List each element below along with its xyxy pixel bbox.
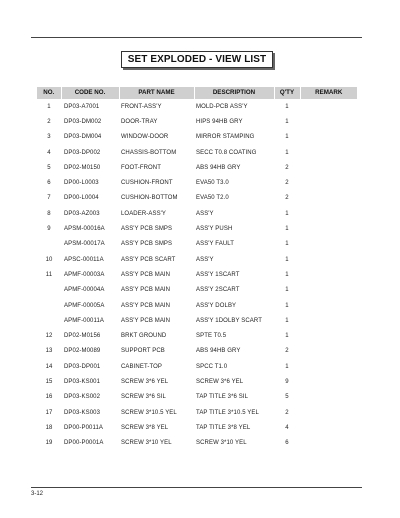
cell-qty: 1 [285, 149, 289, 156]
cell-code-no: DP00-P0011A [64, 424, 104, 431]
cell-qty: 1 [285, 363, 289, 370]
cell-remark [300, 175, 357, 190]
cell-remark [300, 191, 357, 206]
cell-description: SCREW 3*6 YEL [196, 378, 244, 385]
table-row [37, 298, 357, 313]
cell-qty: 6 [285, 440, 289, 447]
table-row [37, 237, 357, 252]
cell-qty: 1 [285, 271, 289, 278]
cell-no: 17 [45, 409, 53, 416]
cell-remark [300, 390, 357, 405]
cell-code-no: DP03-AZ003 [64, 210, 100, 217]
cell-description: SPCC T1.0 [196, 363, 228, 370]
cell-remark [300, 420, 357, 435]
cell-qty: 5 [285, 394, 289, 401]
cell-no: 13 [45, 348, 53, 355]
cell-description: SPTE T0.5 [196, 333, 227, 340]
parts-table [37, 87, 357, 451]
col-header-part-name: PART NAME [119, 87, 194, 99]
cell-no: 8 [47, 210, 51, 217]
cell-part-name: ASS'Y PCB SMPS [121, 226, 173, 233]
cell-code-no: DP03-DP002 [64, 149, 101, 156]
cell-no [37, 237, 61, 252]
cell-part-name: SCREW 3*10.5 YEL [121, 409, 177, 416]
page-title: SET EXPLODED - VIEW LIST [121, 51, 273, 68]
cell-part-name: LOADER-ASS'Y [121, 210, 167, 217]
cell-qty: 1 [285, 118, 289, 125]
table-row [37, 267, 357, 282]
cell-description: ASS'Y 1DOLBY SCART [196, 317, 262, 324]
cell-qty: 1 [285, 134, 289, 141]
cell-remark [300, 344, 357, 359]
cell-part-name: SCREW 3*10 YEL [121, 440, 172, 447]
cell-remark [300, 298, 357, 313]
cell-remark [300, 283, 357, 298]
cell-description: MIRROR STAMPING [196, 134, 255, 141]
table-row [37, 175, 357, 190]
col-header-description: DESCRIPTION [194, 87, 274, 99]
cell-part-name: SCREW 3*6 YEL [121, 378, 169, 385]
cell-remark [300, 313, 357, 328]
cell-no: 9 [47, 226, 51, 233]
cell-remark [300, 374, 357, 389]
cell-qty: 2 [285, 180, 289, 187]
cell-part-name: CUSHION-BOTTOM [121, 195, 178, 202]
cell-qty: 1 [285, 226, 289, 233]
cell-description: TAP TITLE 3*10.5 YEL [196, 409, 259, 416]
cell-code-no: APSM-00016A [64, 226, 105, 233]
cell-part-name: CUSHION-FRONT [121, 180, 173, 187]
cell-remark [300, 359, 357, 374]
table-row [37, 130, 357, 145]
cell-code-no: DP02-M0150 [64, 164, 101, 171]
cell-code-no: DP00-L0003 [64, 180, 99, 187]
cell-remark [300, 237, 357, 252]
cell-no: 19 [45, 440, 53, 447]
cell-no: 12 [45, 333, 53, 340]
cell-no: 4 [47, 149, 51, 156]
col-header-code: CODE NO. [61, 87, 119, 99]
cell-code-no: APSC-00011A [64, 256, 104, 263]
table-row [37, 359, 357, 374]
cell-no [37, 313, 61, 328]
col-header-remark: REMARK [300, 87, 357, 99]
cell-part-name: DOOR-TRAY [121, 118, 158, 125]
cell-part-name: CHASSIS-BOTTOM [121, 149, 177, 156]
col-header-no: NO. [37, 87, 61, 99]
cell-code-no: APMF-00011A [64, 317, 105, 324]
cell-qty: 1 [285, 287, 289, 294]
table-row [37, 328, 357, 343]
cell-no: 18 [45, 424, 53, 431]
table-row [37, 390, 357, 405]
cell-part-name: CABINET-TOP [121, 363, 162, 370]
cell-qty: 1 [285, 256, 289, 263]
cell-part-name: ASS'Y PCB SCART [121, 256, 176, 263]
cell-qty: 2 [285, 195, 289, 202]
cell-description: EVA50 T3.0 [196, 180, 229, 187]
cell-remark [300, 99, 357, 114]
table-row [37, 221, 357, 236]
parts-table-body [37, 99, 357, 451]
cell-part-name: FRONT-ASS'Y [121, 103, 162, 110]
cell-qty: 1 [285, 241, 289, 248]
cell-description: ASS'Y FAULT [196, 241, 235, 248]
cell-description: ASS'Y PUSH [196, 226, 233, 233]
table-row [37, 191, 357, 206]
cell-qty: 9 [285, 378, 289, 385]
cell-no: 6 [47, 180, 51, 187]
cell-part-name: WINDOW-DOOR [121, 134, 169, 141]
cell-code-no: DP00-L0004 [64, 195, 99, 202]
cell-part-name: BRKT GROUND [121, 333, 167, 340]
cell-code-no: APMF-00004A [64, 287, 105, 294]
cell-no [37, 298, 61, 313]
cell-part-name: SUPPORT PCB [121, 348, 165, 355]
cell-remark [300, 328, 357, 343]
cell-remark [300, 206, 357, 221]
cell-qty: 1 [285, 317, 289, 324]
table-row [37, 114, 357, 129]
cell-description: ABS 94HB GRY [196, 348, 241, 355]
cell-no [37, 283, 61, 298]
table-row [37, 374, 357, 389]
cell-description: ASS'Y 1SCART [196, 271, 240, 278]
table-row [37, 420, 357, 435]
cell-part-name: SCREW 3*6 SIL [121, 394, 166, 401]
cell-no: 11 [45, 271, 53, 278]
cell-code-no: APMF-00003A [64, 271, 105, 278]
top-rule [31, 37, 362, 38]
cell-remark [300, 267, 357, 282]
cell-code-no: DP03-A7001 [64, 103, 100, 110]
cell-description: ASS'Y 2SCART [196, 287, 240, 294]
cell-remark [300, 145, 357, 160]
cell-code-no: DP02-M0156 [64, 333, 101, 340]
cell-qty: 1 [285, 333, 289, 340]
cell-code-no: DP03-KS003 [64, 409, 101, 416]
table-header-row [37, 87, 357, 99]
cell-qty: 2 [285, 348, 289, 355]
table-row [37, 344, 357, 359]
cell-qty: 2 [285, 409, 289, 416]
cell-no: 10 [45, 256, 53, 263]
cell-description: EVA50 T2.0 [196, 195, 229, 202]
cell-remark [300, 221, 357, 236]
cell-code-no: DP03-DM004 [64, 134, 102, 141]
cell-part-name: ASS'Y PCB MAIN [121, 302, 171, 309]
cell-remark [300, 130, 357, 145]
table-row [37, 313, 357, 328]
cell-part-name: FOOT-FRONT [121, 164, 161, 171]
cell-remark [300, 114, 357, 129]
cell-qty: 2 [285, 164, 289, 171]
table-row [37, 252, 357, 267]
cell-part-name: ASS'Y PCB MAIN [121, 287, 171, 294]
table-row [37, 283, 357, 298]
table-row [37, 99, 357, 114]
cell-no: 1 [47, 103, 51, 110]
cell-description: ABS 94HB GRY [196, 164, 241, 171]
table-row [37, 206, 357, 221]
col-header-qty: Q'TY [274, 87, 300, 99]
cell-description: MOLD-PCB ASS'Y [196, 103, 248, 110]
cell-description: TAP TITLE 3*6 SIL [196, 394, 249, 401]
cell-code-no: DP03-KS001 [64, 378, 101, 385]
cell-no: 5 [47, 164, 51, 171]
cell-remark [300, 436, 357, 451]
cell-no: 2 [47, 118, 51, 125]
cell-code-no: APMF-00005A [64, 302, 105, 309]
cell-qty: 1 [285, 103, 289, 110]
cell-code-no: APSM-00017A [64, 241, 105, 248]
cell-description: SECC T0.8 COATING [196, 149, 257, 156]
table-row [37, 160, 357, 175]
cell-description: ASS'Y [196, 210, 214, 217]
cell-code-no: DP03-KS002 [64, 394, 101, 401]
cell-remark [300, 405, 357, 420]
cell-code-no: DP03-DM002 [64, 118, 102, 125]
cell-part-name: ASS'Y PCB MAIN [121, 271, 171, 278]
cell-description: SCREW 3*10 YEL [196, 440, 247, 447]
cell-remark [300, 160, 357, 175]
cell-qty: 4 [285, 424, 289, 431]
cell-no: 16 [45, 394, 53, 401]
cell-remark [300, 252, 357, 267]
table-row [37, 436, 357, 451]
cell-description: ASS'Y DOLBY [196, 302, 237, 309]
page-number: 3-12 [31, 491, 44, 497]
cell-qty: 1 [285, 210, 289, 217]
cell-no: 7 [47, 195, 51, 202]
bottom-rule [31, 487, 362, 488]
cell-description: ASS'Y [196, 256, 214, 263]
table-row [37, 405, 357, 420]
cell-code-no: DP02-M0089 [64, 348, 101, 355]
cell-description: HIPS 94HB GRY [196, 118, 243, 125]
cell-qty: 1 [285, 302, 289, 309]
table-row [37, 145, 357, 160]
cell-code-no: DP03-DP001 [64, 363, 101, 370]
cell-no: 3 [47, 134, 51, 141]
cell-code-no: DP00-P0001A [64, 440, 104, 447]
cell-no: 14 [45, 363, 53, 370]
cell-description: TAP TITLE 3*8 YEL [196, 424, 251, 431]
cell-part-name: ASS'Y PCB MAIN [121, 317, 171, 324]
cell-part-name: ASS'Y PCB SMPS [121, 241, 173, 248]
cell-part-name: SCREW 3*8 YEL [121, 424, 169, 431]
cell-no: 15 [45, 378, 53, 385]
